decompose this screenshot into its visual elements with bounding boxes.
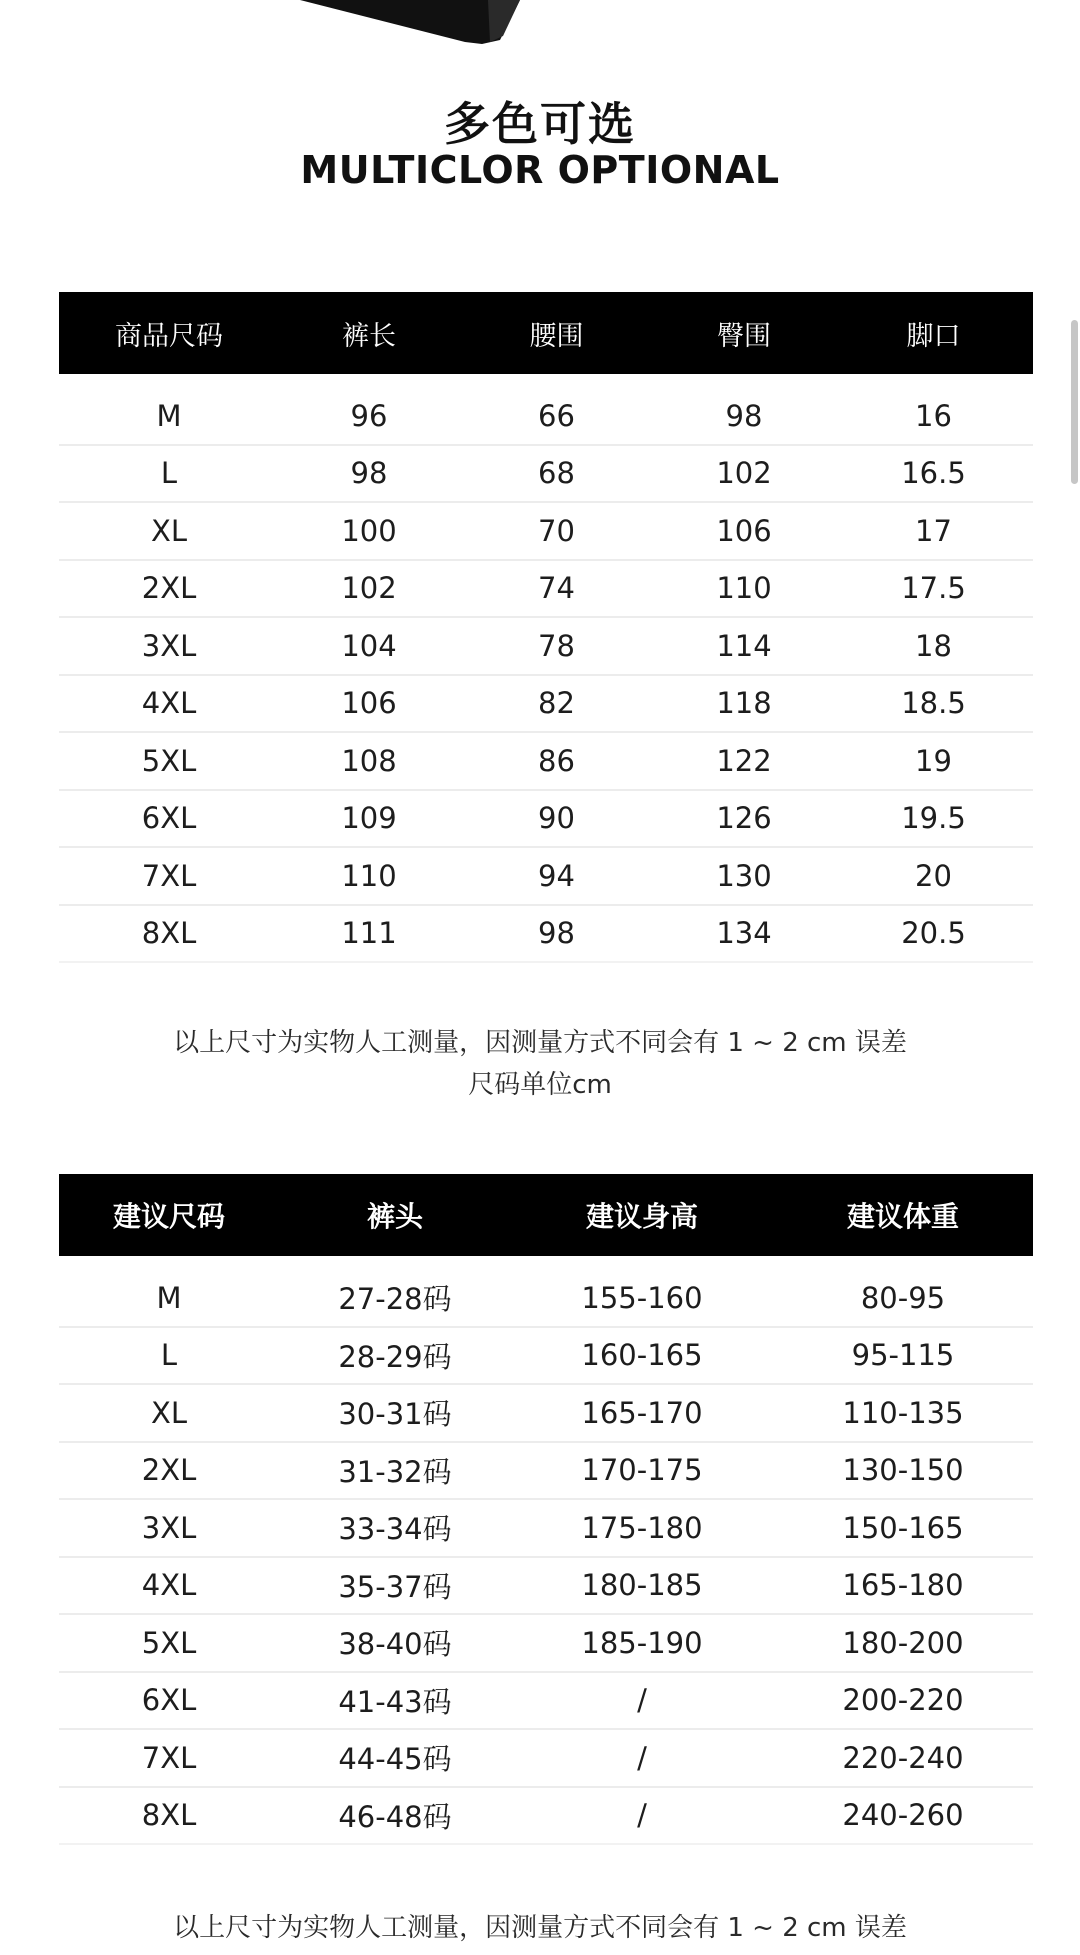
note-line-unit: 尺码单位cm [468,1070,612,1100]
cell-weight: 220-240 [773,1729,1033,1787]
table-row [59,1270,1033,1327]
cell-waist: 98 [459,905,654,963]
cell-weight: 240-260 [773,1787,1033,1845]
cell-height: 155-160 [511,1270,773,1327]
cell-hip: 134 [654,905,834,963]
cell-leg-opening: 18.5 [834,675,1033,733]
cell-size: M [59,388,279,445]
cell-waist: 94 [459,847,654,905]
cell-waist-size: 41-43码 [279,1672,511,1730]
table-header-row [59,1174,1033,1256]
cell-length: 100 [279,502,459,560]
cell-waist-size: 28-29码 [279,1327,511,1385]
cell-waist: 74 [459,560,654,618]
cell-weight: 95-115 [773,1327,1033,1385]
table-header-row [59,292,1033,374]
cell-height: 170-175 [511,1442,773,1500]
header-waist-size: 裤头 [366,1200,423,1233]
cell-size: 8XL [59,1787,279,1845]
header-length: 裤长 [342,320,396,352]
table-row [59,790,1033,848]
header-waist: 腰围 [529,320,584,352]
measurement-note-bottom [0,1907,1080,1949]
table-row [59,1787,1033,1845]
cell-hip: 102 [654,445,834,503]
cell-waist-size: 44-45码 [279,1729,511,1787]
table-row [59,1672,1033,1730]
cell-hip: 122 [654,732,834,790]
cell-weight: 80-95 [773,1270,1033,1327]
cell-size: 2XL [59,560,279,618]
header-recommended-size: 建议尺码 [112,1200,225,1233]
table-row [59,905,1033,963]
cell-waist: 86 [459,732,654,790]
cell-waist-size: 33-34码 [279,1499,511,1557]
cell-size: 5XL [59,732,279,790]
cell-waist-size: 30-31码 [279,1384,511,1442]
cell-waist-size: 38-40码 [279,1614,511,1672]
cell-leg-opening: 16.5 [834,445,1033,503]
cell-leg-opening: 19 [834,732,1033,790]
cell-waist-size: 27-28码 [279,1270,511,1327]
cell-weight: 110-135 [773,1384,1033,1442]
cell-waist: 78 [459,617,654,675]
cell-weight: 150-165 [773,1499,1033,1557]
cell-size: XL [59,502,279,560]
cell-leg-opening: 16 [834,388,1033,445]
cell-size: L [59,445,279,503]
table-row [59,617,1033,675]
table-row [59,502,1033,560]
scrollbar-thumb[interactable] [1071,320,1078,484]
measurement-note [0,1022,1080,1106]
cell-hip: 106 [654,502,834,560]
table-row [59,388,1033,445]
cell-hip: 114 [654,617,834,675]
cell-length: 110 [279,847,459,905]
cell-height: 180-185 [511,1557,773,1615]
cell-size: 4XL [59,675,279,733]
table-row [59,1442,1033,1500]
cell-leg-opening: 17 [834,502,1033,560]
table-row [59,847,1033,905]
cell-hip: 126 [654,790,834,848]
cell-length: 98 [279,445,459,503]
cell-leg-opening: 17.5 [834,560,1033,618]
table-row [59,1327,1033,1385]
table-row [59,675,1033,733]
table-row [59,445,1033,503]
cell-height: 165-170 [511,1384,773,1442]
cell-height: / [511,1729,773,1787]
cell-waist: 90 [459,790,654,848]
cell-size: 6XL [59,1672,279,1730]
cell-length: 96 [279,388,459,445]
cell-waist: 66 [459,388,654,445]
cell-size: 7XL [59,847,279,905]
header-leg-opening: 脚口 [906,320,961,352]
cell-size: XL [59,1384,279,1442]
cell-size: 4XL [59,1557,279,1615]
cell-hip: 118 [654,675,834,733]
cell-weight: 180-200 [773,1614,1033,1672]
cell-size: M [59,1270,279,1327]
note-line-error: 以上尺寸为实物人工测量，因测量方式不同会有 1 ~ 2 cm 误差 [173,1028,907,1058]
measurement-table [59,292,1033,963]
cell-size: 3XL [59,617,279,675]
cell-length: 102 [279,560,459,618]
table-row [59,732,1033,790]
cell-leg-opening: 18 [834,617,1033,675]
header-hip: 臀围 [717,320,771,352]
header-size: 商品尺码 [115,320,223,352]
table-row [59,560,1033,618]
cell-height: / [511,1787,773,1845]
cell-height: / [511,1672,773,1730]
table-row [59,1614,1033,1672]
header-recommended-height: 建议身高 [585,1200,698,1233]
table-row [59,1499,1033,1557]
cell-height: 175-180 [511,1499,773,1557]
cell-waist: 70 [459,502,654,560]
cell-weight: 130-150 [773,1442,1033,1500]
cell-waist-size: 31-32码 [279,1442,511,1500]
spacer-row [59,374,1033,388]
cell-size: 2XL [59,1442,279,1500]
recommendation-table [59,1174,1033,1845]
note-line-error: 以上尺寸为实物人工测量，因测量方式不同会有 1 ~ 2 cm 误差 [173,1913,907,1943]
cell-size: 7XL [59,1729,279,1787]
cell-weight: 200-220 [773,1672,1033,1730]
cell-leg-opening: 20 [834,847,1033,905]
cell-height: 160-165 [511,1327,773,1385]
cell-size: 6XL [59,790,279,848]
table-row [59,1557,1033,1615]
cell-length: 106 [279,675,459,733]
cell-hip: 130 [654,847,834,905]
cell-size: 5XL [59,1614,279,1672]
cell-waist-size: 35-37码 [279,1557,511,1615]
table-row [59,1384,1033,1442]
cell-leg-opening: 19.5 [834,790,1033,848]
cell-size: L [59,1327,279,1385]
cell-length: 111 [279,905,459,963]
page-title-cn: 多色可选 [444,97,636,151]
cell-height: 185-190 [511,1614,773,1672]
cell-leg-opening: 20.5 [834,905,1033,963]
spacer-row [59,1256,1033,1270]
cell-waist: 68 [459,445,654,503]
table-row [59,1729,1033,1787]
cell-size: 8XL [59,905,279,963]
cell-hip: 98 [654,388,834,445]
cell-hip: 110 [654,560,834,618]
header-recommended-weight: 建议体重 [846,1200,959,1233]
cell-weight: 165-180 [773,1557,1033,1615]
cell-size: 3XL [59,1499,279,1557]
product-image-fragment [0,0,1080,60]
cell-waist-size: 46-48码 [279,1787,511,1845]
page-title-en: MULTICLOR OPTIONAL [300,148,780,192]
cell-length: 104 [279,617,459,675]
cell-length: 109 [279,790,459,848]
cell-length: 108 [279,732,459,790]
cell-waist: 82 [459,675,654,733]
